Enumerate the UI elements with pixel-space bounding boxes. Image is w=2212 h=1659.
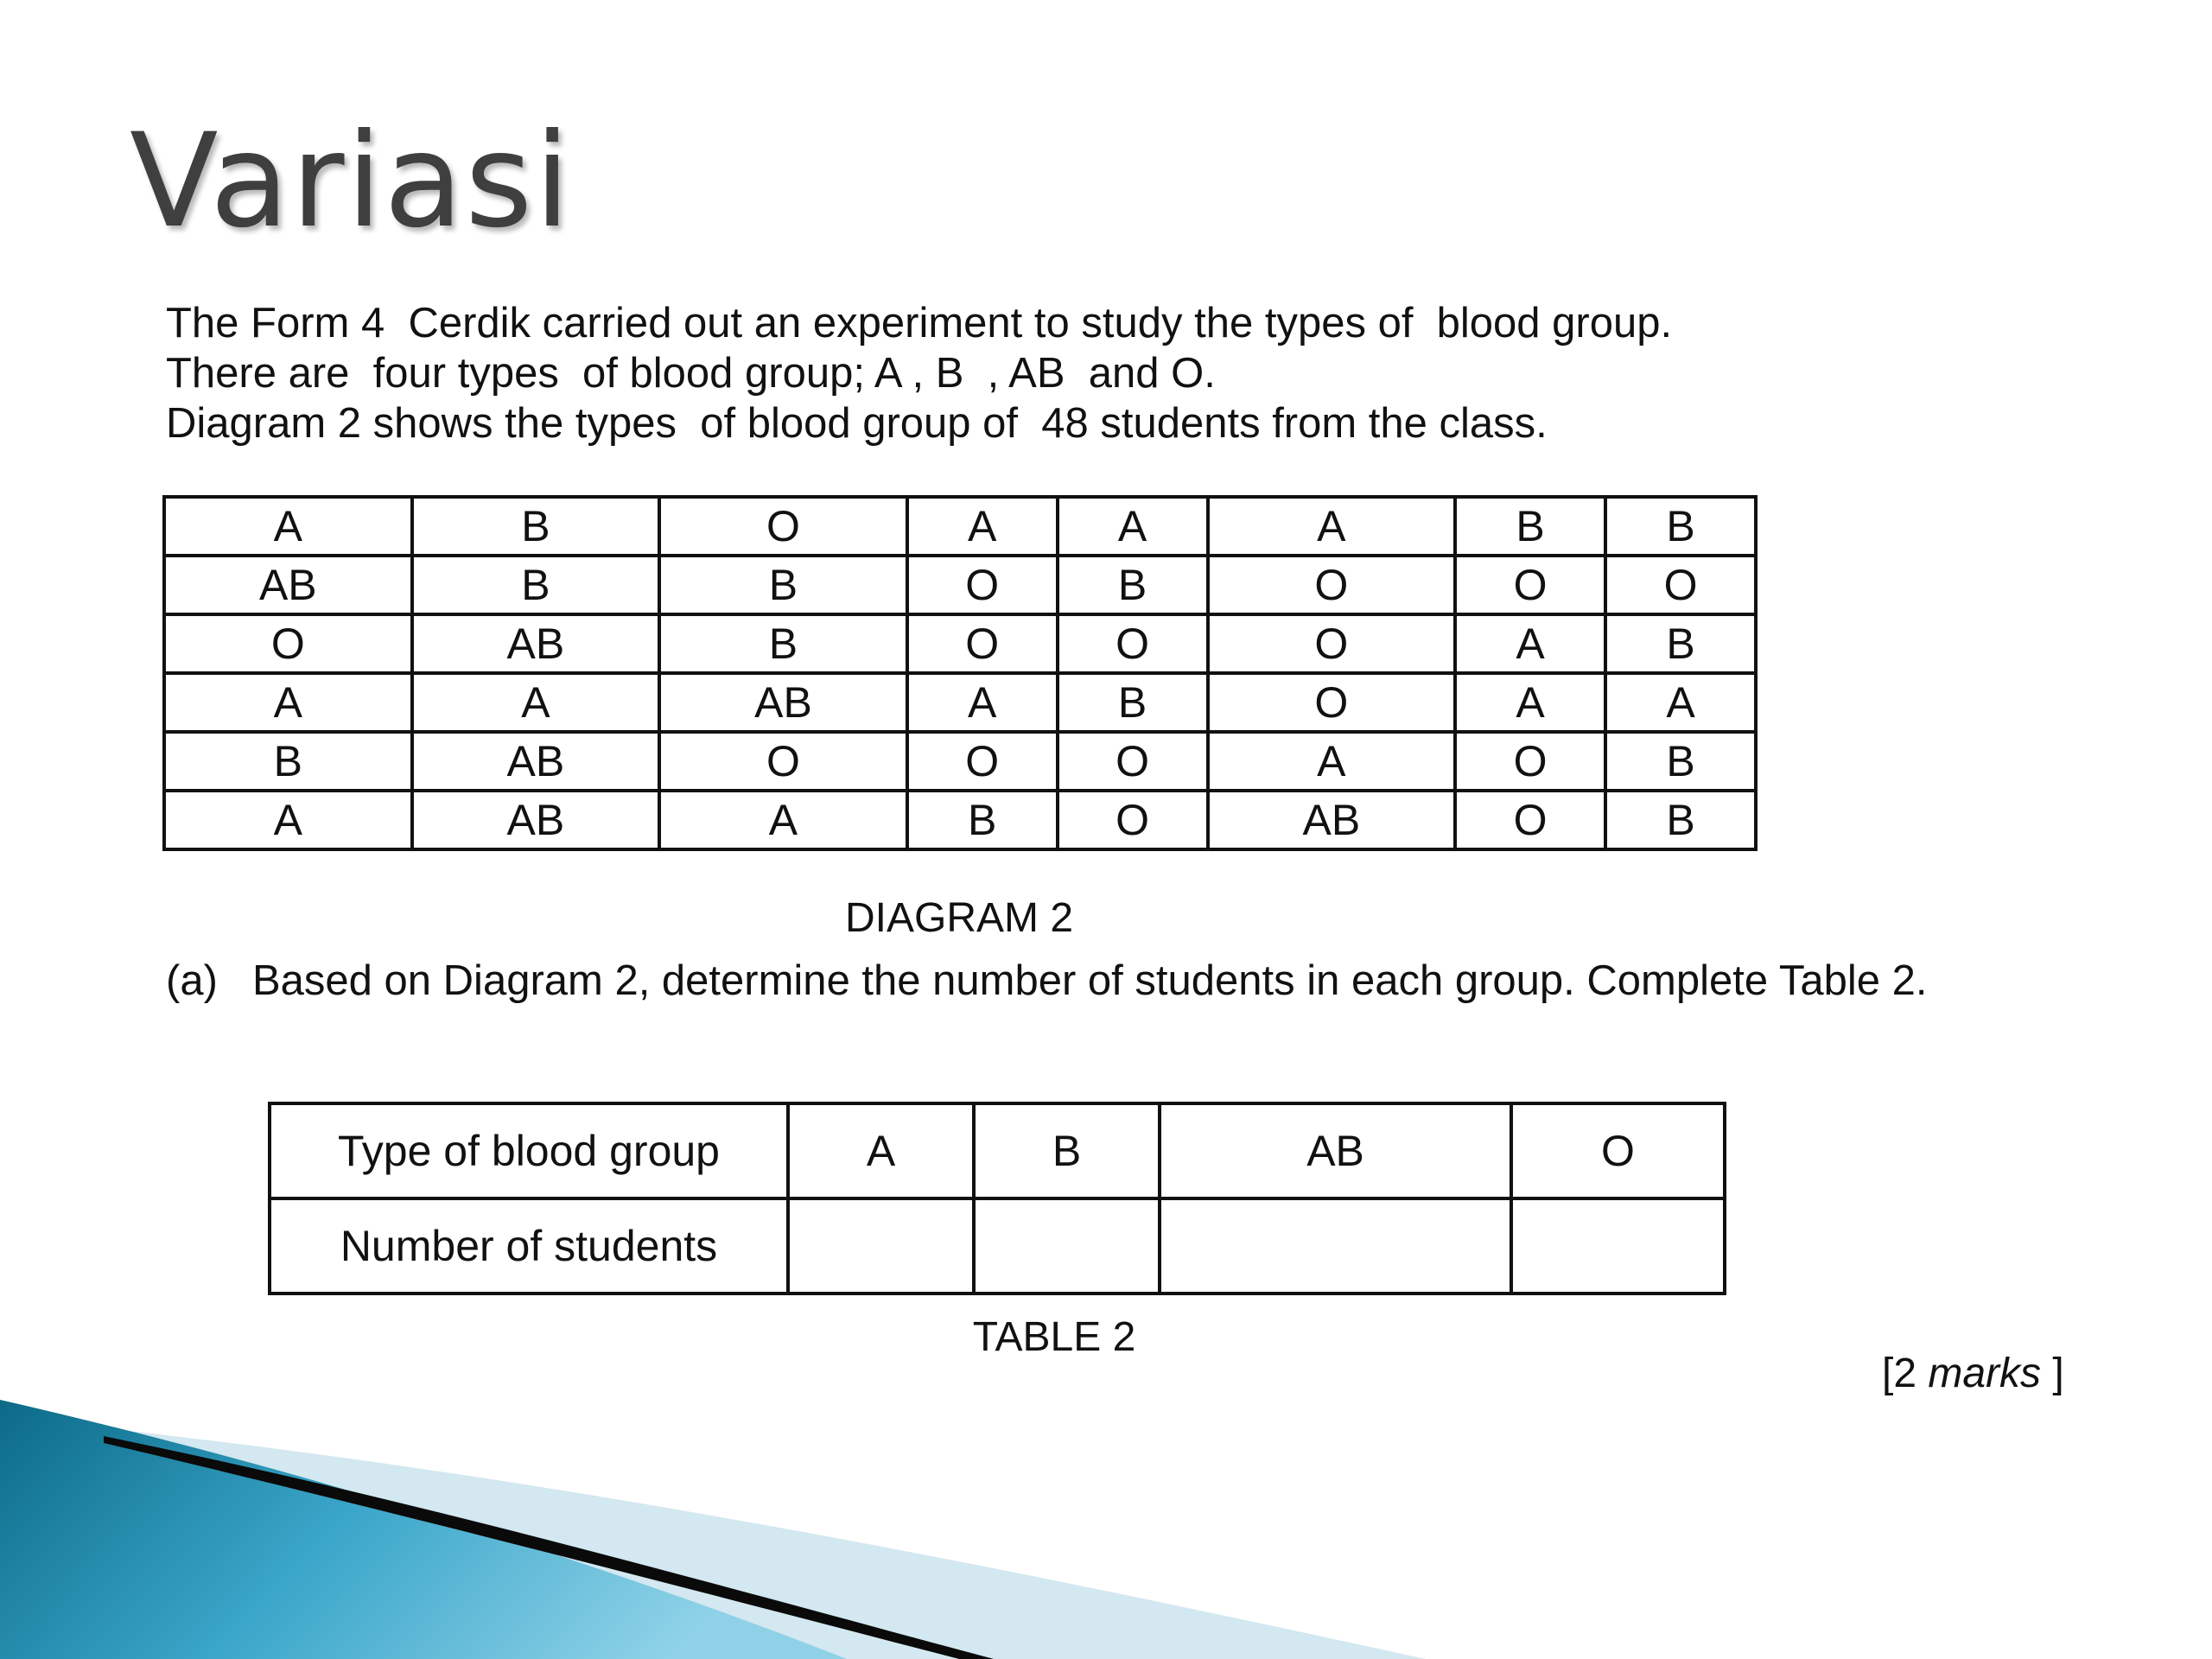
intro-line: Diagram 2 shows the types of blood group of 48 students from the class.: [166, 400, 1548, 447]
question-text: Based on Diagram 2, determine the number of students in each group. Complete Table 2.: [252, 957, 1928, 1004]
diagram-cell: A: [1208, 732, 1456, 791]
diagram-cell: O: [907, 614, 1058, 673]
diagram-cell: A: [1455, 614, 1605, 673]
count-table-header-row: [270, 1103, 1725, 1198]
marks-open-bracket: [: [1882, 1351, 1894, 1396]
diagram-cell: O: [1208, 673, 1456, 732]
diagram-cell: O: [1455, 791, 1605, 849]
marks-close-bracket: ]: [2052, 1351, 2064, 1396]
diagram-cell: A: [907, 673, 1058, 732]
diagram-cell: O: [1058, 732, 1208, 791]
diagram-cell: O: [1208, 614, 1456, 673]
group-header-cell: A: [788, 1103, 974, 1198]
count-table-answer-row: [270, 1198, 1725, 1294]
diagram-row: [164, 497, 1756, 556]
diagram-cell: O: [1208, 556, 1456, 614]
diagram-cell: O: [907, 732, 1058, 791]
diagram-cell: O: [1605, 556, 1756, 614]
marks-word: marks: [1928, 1351, 2042, 1396]
diagram-cell: O: [1058, 614, 1208, 673]
table-caption: TABLE 2: [972, 1314, 1136, 1360]
diagram-cell: AB: [412, 732, 660, 791]
diagram-cell: B: [1605, 497, 1756, 556]
diagram-cell: B: [907, 791, 1058, 849]
diagram-cell: B: [412, 497, 660, 556]
diagram-row: [164, 791, 1756, 849]
diagram-cell: A: [164, 791, 412, 849]
diagram-cell: AB: [412, 791, 660, 849]
diagram-cell: A: [1605, 673, 1756, 732]
diagram-row: [164, 732, 1756, 791]
blood-group-count-table: [268, 1102, 1726, 1295]
answer-cell[interactable]: [974, 1198, 1160, 1294]
header-label-cell: Type of blood group: [270, 1103, 788, 1198]
diagram-cell: A: [907, 497, 1058, 556]
diagram-cell: B: [164, 732, 412, 791]
diagram-cell: O: [659, 497, 907, 556]
answer-cell[interactable]: [788, 1198, 974, 1294]
diagram-caption: DIAGRAM 2: [844, 895, 1074, 941]
diagram-cell: AB: [659, 673, 907, 732]
slide-title: Variasi: [130, 106, 572, 257]
diagram-cell: A: [164, 673, 412, 732]
diagram-cell: AB: [412, 614, 660, 673]
diagram-cell: O: [1455, 732, 1605, 791]
answer-cell[interactable]: [1160, 1198, 1511, 1294]
group-header-cell: AB: [1160, 1103, 1511, 1198]
diagram-cell: B: [1605, 732, 1756, 791]
question-label: (a): [166, 957, 218, 1004]
question-a: [166, 957, 2101, 1004]
diagram-cell: A: [1455, 673, 1605, 732]
diagram-cell: O: [659, 732, 907, 791]
diagram-cell: B: [659, 556, 907, 614]
row-label-cell: Number of students: [270, 1198, 788, 1294]
diagram-row: [164, 614, 1756, 673]
intro-line: There are four types of blood group; A , B , AB and O.: [166, 350, 1216, 397]
diagram-cell: A: [1058, 497, 1208, 556]
diagram-cell: B: [1605, 614, 1756, 673]
diagram-cell: O: [907, 556, 1058, 614]
diagram-cell: B: [659, 614, 907, 673]
diagram-cell: B: [1455, 497, 1605, 556]
marks-indicator: [1882, 1350, 2064, 1397]
diagram-cell: A: [1208, 497, 1456, 556]
blood-group-diagram-table: [162, 495, 1758, 851]
diagram-cell: O: [164, 614, 412, 673]
intro-line: The Form 4 Cerdik carried out an experiment to study the types of blood group.: [166, 300, 1673, 346]
diagram-cell: A: [164, 497, 412, 556]
diagram-cell: B: [412, 556, 660, 614]
diagram-cell: A: [412, 673, 660, 732]
diagram-cell: B: [1058, 556, 1208, 614]
diagram-cell: AB: [1208, 791, 1456, 849]
diagram-cell: B: [1605, 791, 1756, 849]
diagram-cell: AB: [164, 556, 412, 614]
diagram-cell: O: [1058, 791, 1208, 849]
marks-number: 2: [1893, 1351, 1917, 1396]
intro-text: [166, 298, 2136, 448]
diagram-cell: B: [1058, 673, 1208, 732]
diagram-cell: O: [1455, 556, 1605, 614]
swoosh-pale-band: [0, 1417, 1426, 1659]
diagram-row: [164, 673, 1756, 732]
group-header-cell: B: [974, 1103, 1160, 1198]
diagram-row: [164, 556, 1756, 614]
diagram-cell: A: [659, 791, 907, 849]
group-header-cell: O: [1511, 1103, 1725, 1198]
answer-cell[interactable]: [1511, 1198, 1725, 1294]
swoosh-teal-band: [0, 1400, 847, 1659]
swoosh-dark-line: [104, 1436, 994, 1659]
